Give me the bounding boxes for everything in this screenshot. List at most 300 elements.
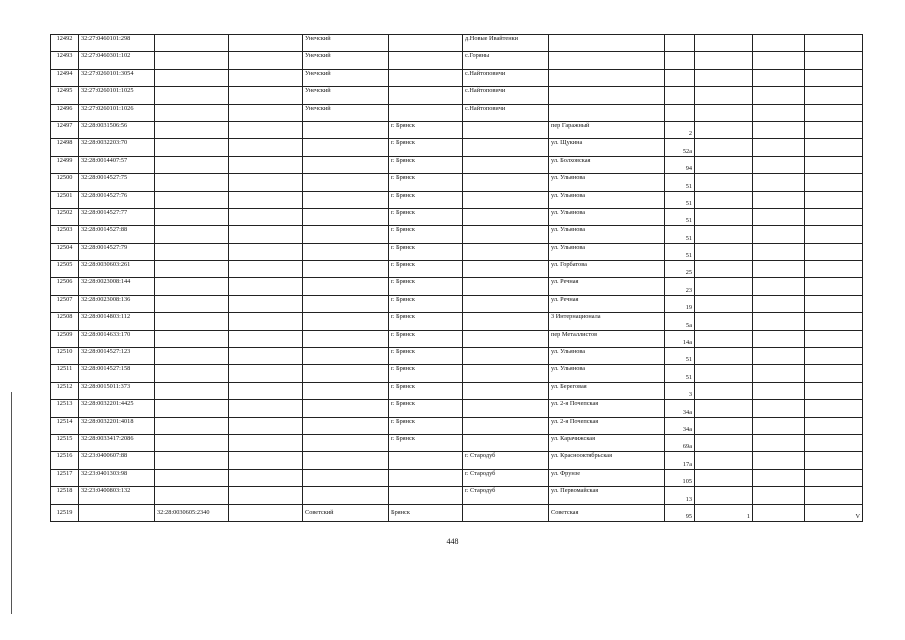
cell-cadastral-number-2 [155,226,229,243]
cell-column-11 [753,313,805,330]
cell-column-4 [229,52,303,69]
cell-district [303,400,389,417]
cell-column-4 [229,278,303,295]
cell-column-4 [229,434,303,451]
cell-district [303,295,389,312]
cell-settlement [463,295,549,312]
table-row [51,330,863,347]
cell-cadastral-number: 32:28:0032203:70 [79,139,155,156]
cell-city: г. Брянск [389,365,463,382]
cell-column-12 [805,87,863,104]
cell-district [303,487,389,504]
cell-column-11 [753,382,805,399]
cell-row-index: 12512 [51,382,79,399]
cell-column-11 [753,348,805,365]
cell-row-index: 12502 [51,208,79,225]
cell-settlement: с.Найтоповичи [463,87,549,104]
cell-street: ул. Ульянова [549,365,665,382]
cell-column-11 [753,452,805,469]
cell-city: г. Брянск [389,348,463,365]
cell-column-4 [229,243,303,260]
cell-row-index: 12506 [51,278,79,295]
cell-column-10 [695,382,753,399]
cell-column-11 [753,156,805,173]
cell-column-12 [805,417,863,434]
cell-city [389,452,463,469]
table-row [51,348,863,365]
page-number: 448 [446,537,459,546]
cell-cadastral-number: 32:28:0014527:79 [79,243,155,260]
cell-column-11 [753,434,805,451]
cell-column-10 [695,278,753,295]
cell-street: ул. Речная [549,278,665,295]
cell-cadastral-number-2 [155,295,229,312]
table-row [51,382,863,399]
cell-row-index: 12503 [51,226,79,243]
cell-house-number: 51 [665,208,695,225]
cell-column-4 [229,35,303,52]
cell-column-4 [229,313,303,330]
cell-district [303,434,389,451]
cell-column-4 [229,417,303,434]
cell-row-index: 12516 [51,452,79,469]
cell-house-number: 34а [665,400,695,417]
cell-house-number: 69а [665,434,695,451]
cell-column-4 [229,156,303,173]
cell-street: 3 Интернационала [549,313,665,330]
cell-district [303,365,389,382]
cell-column-11 [753,365,805,382]
cell-house-number: 105 [665,469,695,486]
cell-street: ул. Ульянова [549,208,665,225]
cell-cadastral-number: 32:23:0400803:132 [79,487,155,504]
cell-column-12 [805,365,863,382]
cell-street: пер Гаражный [549,121,665,138]
cell-house-number: 52а [665,139,695,156]
cell-city: г. Брянск [389,174,463,191]
cell-column-4 [229,382,303,399]
cell-cadastral-number-2 [155,417,229,434]
cell-column-12 [805,400,863,417]
cell-settlement [463,348,549,365]
cell-column-11 [753,52,805,69]
cell-house-number [665,69,695,86]
cell-settlement [463,504,549,521]
cell-column-11 [753,278,805,295]
cell-street: ул. 2-я Почепская [549,417,665,434]
cell-street: ул. Карачижская [549,434,665,451]
cell-street: ул. Речная [549,295,665,312]
cell-column-10 [695,295,753,312]
cell-city [389,35,463,52]
cell-column-11 [753,417,805,434]
table-row [51,365,863,382]
cell-cadastral-number-2 [155,365,229,382]
cell-city: г. Брянск [389,330,463,347]
cell-column-12 [805,348,863,365]
cell-settlement [463,365,549,382]
cell-column-12 [805,243,863,260]
cell-settlement [463,191,549,208]
cell-column-11 [753,487,805,504]
table-row [51,52,863,69]
cell-district: Советский [303,504,389,521]
cell-district [303,417,389,434]
cell-cadastral-number: 32:27:0260101:1025 [79,87,155,104]
table-row [51,69,863,86]
cell-column-10 [695,69,753,86]
cell-street: ул. Береговая [549,382,665,399]
cell-district [303,452,389,469]
table-row [51,278,863,295]
cell-cadastral-number-2 [155,139,229,156]
cell-settlement [463,174,549,191]
cell-column-12 [805,139,863,156]
cell-district [303,121,389,138]
cell-house-number [665,35,695,52]
cell-street: ул. Щукина [549,139,665,156]
table-row [51,469,863,486]
cell-column-12 [805,452,863,469]
cell-city: г. Брянск [389,121,463,138]
cell-house-number: 51 [665,365,695,382]
cell-cadastral-number: 32:28:0014633:170 [79,330,155,347]
cell-column-10 [695,400,753,417]
cell-street [549,52,665,69]
cell-cadastral-number-2 [155,261,229,278]
cell-column-4 [229,104,303,121]
table-row [51,226,863,243]
table-row [51,452,863,469]
cell-street: ул. Ульянова [549,243,665,260]
cell-row-index: 12493 [51,52,79,69]
cell-column-4 [229,69,303,86]
cell-column-11 [753,104,805,121]
cell-column-10 [695,87,753,104]
cell-column-12 [805,278,863,295]
cell-district [303,156,389,173]
cell-city: г. Брянск [389,295,463,312]
table-row [51,139,863,156]
cell-house-number: 17а [665,452,695,469]
cell-cadastral-number-2 [155,330,229,347]
cell-column-4 [229,121,303,138]
cell-house-number [665,104,695,121]
cell-column-12 [805,330,863,347]
cell-district: Унечский [303,35,389,52]
cell-column-10 [695,469,753,486]
cell-row-index: 12494 [51,69,79,86]
cell-cadastral-number-2 [155,382,229,399]
cell-column-11 [753,139,805,156]
cell-street [549,104,665,121]
cell-cadastral-number: 32:28:0014527:123 [79,348,155,365]
cell-city: г. Брянск [389,382,463,399]
cell-street: ул. Первомайская [549,487,665,504]
cell-row-index: 12510 [51,348,79,365]
cell-city [389,69,463,86]
cell-column-10 [695,174,753,191]
cell-house-number: 51 [665,243,695,260]
table-row [51,434,863,451]
cell-column-10: 1 [695,504,753,521]
cell-settlement [463,156,549,173]
cell-column-4 [229,487,303,504]
cell-column-12 [805,313,863,330]
cell-column-11 [753,504,805,521]
cell-street: ул. Ульянова [549,191,665,208]
cell-column-10 [695,452,753,469]
cell-street: ул. Фрунзе [549,469,665,486]
cell-column-12 [805,121,863,138]
cell-settlement [463,434,549,451]
table-row [51,313,863,330]
cell-cadastral-number-2 [155,278,229,295]
table-row [51,87,863,104]
cell-column-10 [695,52,753,69]
cell-city [389,52,463,69]
cell-district [303,382,389,399]
register-table-body [51,35,863,522]
cell-settlement: г. Стародуб [463,469,549,486]
cell-district: Унечский [303,52,389,69]
cell-cadastral-number-2 [155,104,229,121]
cell-settlement [463,226,549,243]
cell-city: г. Брянск [389,139,463,156]
cell-column-10 [695,348,753,365]
cell-row-index: 12515 [51,434,79,451]
cell-column-11 [753,87,805,104]
table-row [51,243,863,260]
cell-cadastral-number-2 [155,313,229,330]
cell-house-number: 5а [665,313,695,330]
table-row [51,121,863,138]
cell-column-10 [695,365,753,382]
cell-column-10 [695,191,753,208]
cell-cadastral-number: 32:28:0014527:75 [79,174,155,191]
cell-house-number: 19 [665,295,695,312]
cell-column-11 [753,35,805,52]
cell-street: ул. 2-я Почепская [549,400,665,417]
cell-column-11 [753,174,805,191]
cell-column-10 [695,104,753,121]
register-table [50,34,863,522]
cell-row-index: 12498 [51,139,79,156]
cell-column-12 [805,52,863,69]
table-row [51,191,863,208]
cell-column-10 [695,208,753,225]
cell-cadastral-number: 32:27:0460101:298 [79,35,155,52]
cell-column-10 [695,313,753,330]
cell-house-number: 51 [665,191,695,208]
cell-cadastral-number [79,504,155,521]
cell-settlement [463,261,549,278]
cell-house-number: 25 [665,261,695,278]
cell-column-11 [753,330,805,347]
cell-cadastral-number: 32:28:0023008:144 [79,278,155,295]
cell-column-12 [805,69,863,86]
cell-column-11 [753,69,805,86]
cell-column-10 [695,417,753,434]
cell-cadastral-number: 32:28:0014803:112 [79,313,155,330]
cell-district [303,139,389,156]
cell-cadastral-number-2 [155,121,229,138]
cell-column-10 [695,487,753,504]
cell-settlement: г. Стародуб [463,452,549,469]
cell-cadastral-number: 32:28:0032201:4425 [79,400,155,417]
cell-street: ул. Горбатова [549,261,665,278]
cell-row-index: 12499 [51,156,79,173]
cell-row-index: 12496 [51,104,79,121]
cell-street: ул. Ульянова [549,174,665,191]
cell-column-10 [695,330,753,347]
cell-district [303,243,389,260]
cell-district: Унечский [303,69,389,86]
cell-settlement: с.Найтоповичи [463,104,549,121]
cell-district [303,174,389,191]
cell-cadastral-number: 32:27:0260101:3054 [79,69,155,86]
cell-cadastral-number-2 [155,191,229,208]
table-row [51,174,863,191]
table-row [51,261,863,278]
cell-house-number: 23 [665,278,695,295]
cell-column-12 [805,487,863,504]
cell-house-number: 3 [665,382,695,399]
cell-row-index: 12514 [51,417,79,434]
cell-street: пер Металлистов [549,330,665,347]
cell-street [549,87,665,104]
cell-city: г. Брянск [389,417,463,434]
cell-row-index: 12507 [51,295,79,312]
cell-cadastral-number: 32:28:0030603:261 [79,261,155,278]
cell-column-4 [229,330,303,347]
cell-cadastral-number: 32:28:0014527:77 [79,208,155,225]
cell-house-number: 94 [665,156,695,173]
cell-house-number: 2 [665,121,695,138]
cell-district [303,348,389,365]
cell-column-4 [229,400,303,417]
cell-settlement [463,278,549,295]
cell-district: Унечский [303,87,389,104]
cell-city: г. Брянск [389,191,463,208]
cell-district [303,469,389,486]
cell-cadastral-number-2: 32:28:0030605:2340 [155,504,229,521]
cell-cadastral-number-2 [155,69,229,86]
cell-city: г. Брянск [389,400,463,417]
cell-column-4 [229,469,303,486]
cell-settlement [463,330,549,347]
cell-column-10 [695,243,753,260]
cell-district: Унечский [303,104,389,121]
cell-column-4 [229,87,303,104]
cell-column-4 [229,365,303,382]
cell-cadastral-number-2 [155,348,229,365]
cell-settlement [463,382,549,399]
cell-cadastral-number: 32:28:0033417:2086 [79,434,155,451]
cell-cadastral-number: 32:28:0014527:88 [79,226,155,243]
cell-row-index: 12504 [51,243,79,260]
cell-cadastral-number: 32:28:0031506:56 [79,121,155,138]
cell-cadastral-number: 32:27:0260101:1026 [79,104,155,121]
cell-city: г. Брянск [389,208,463,225]
cell-row-index: 12509 [51,330,79,347]
cell-district [303,208,389,225]
cell-column-11 [753,208,805,225]
cell-house-number: 51 [665,174,695,191]
cell-column-11 [753,191,805,208]
cell-column-10 [695,121,753,138]
cell-district [303,261,389,278]
cell-cadastral-number-2 [155,208,229,225]
cell-city: г. Брянск [389,243,463,260]
table-row [51,295,863,312]
cell-cadastral-number: 32:27:0460301:102 [79,52,155,69]
cell-column-12 [805,261,863,278]
cell-row-index: 12511 [51,365,79,382]
cell-city [389,87,463,104]
cell-column-4 [229,139,303,156]
scan-margin-line [11,392,12,614]
cell-house-number: 34а [665,417,695,434]
cell-cadastral-number-2 [155,35,229,52]
cell-column-11 [753,243,805,260]
cell-street [549,69,665,86]
cell-city: г. Брянск [389,313,463,330]
cell-column-4 [229,226,303,243]
cell-cadastral-number: 32:28:0023008:136 [79,295,155,312]
cell-house-number: 95 [665,504,695,521]
cell-settlement [463,243,549,260]
cell-column-10 [695,261,753,278]
cell-city [389,469,463,486]
table-row [51,400,863,417]
cell-row-index: 12495 [51,87,79,104]
cell-cadastral-number-2 [155,452,229,469]
cell-column-12 [805,295,863,312]
cell-district [303,278,389,295]
cell-district [303,330,389,347]
cell-settlement: д.Новые Ивайтенки [463,35,549,52]
cell-settlement [463,417,549,434]
cell-column-11 [753,469,805,486]
cell-cadastral-number: 32:23:0400607:88 [79,452,155,469]
cell-column-4 [229,348,303,365]
cell-house-number: 51 [665,348,695,365]
cell-cadastral-number-2 [155,174,229,191]
cell-cadastral-number: 32:28:0015011:373 [79,382,155,399]
cell-settlement: с.Найтоповичи [463,69,549,86]
cell-row-index: 12517 [51,469,79,486]
cell-house-number [665,52,695,69]
cell-cadastral-number-2 [155,400,229,417]
cell-city [389,487,463,504]
cell-column-12 [805,156,863,173]
cell-street: ул. Краснооктябрьская [549,452,665,469]
cell-cadastral-number: 32:28:0014407:57 [79,156,155,173]
cell-house-number: 13 [665,487,695,504]
table-row [51,208,863,225]
cell-city: г. Брянск [389,434,463,451]
cell-row-index: 12513 [51,400,79,417]
table-row [51,35,863,52]
cell-column-11 [753,400,805,417]
cell-settlement: с.Горяны [463,52,549,69]
cell-city: г. Брянск [389,226,463,243]
table-row [51,156,863,173]
cell-column-4 [229,295,303,312]
cell-cadastral-number-2 [155,487,229,504]
cell-street: ул. Болховская [549,156,665,173]
